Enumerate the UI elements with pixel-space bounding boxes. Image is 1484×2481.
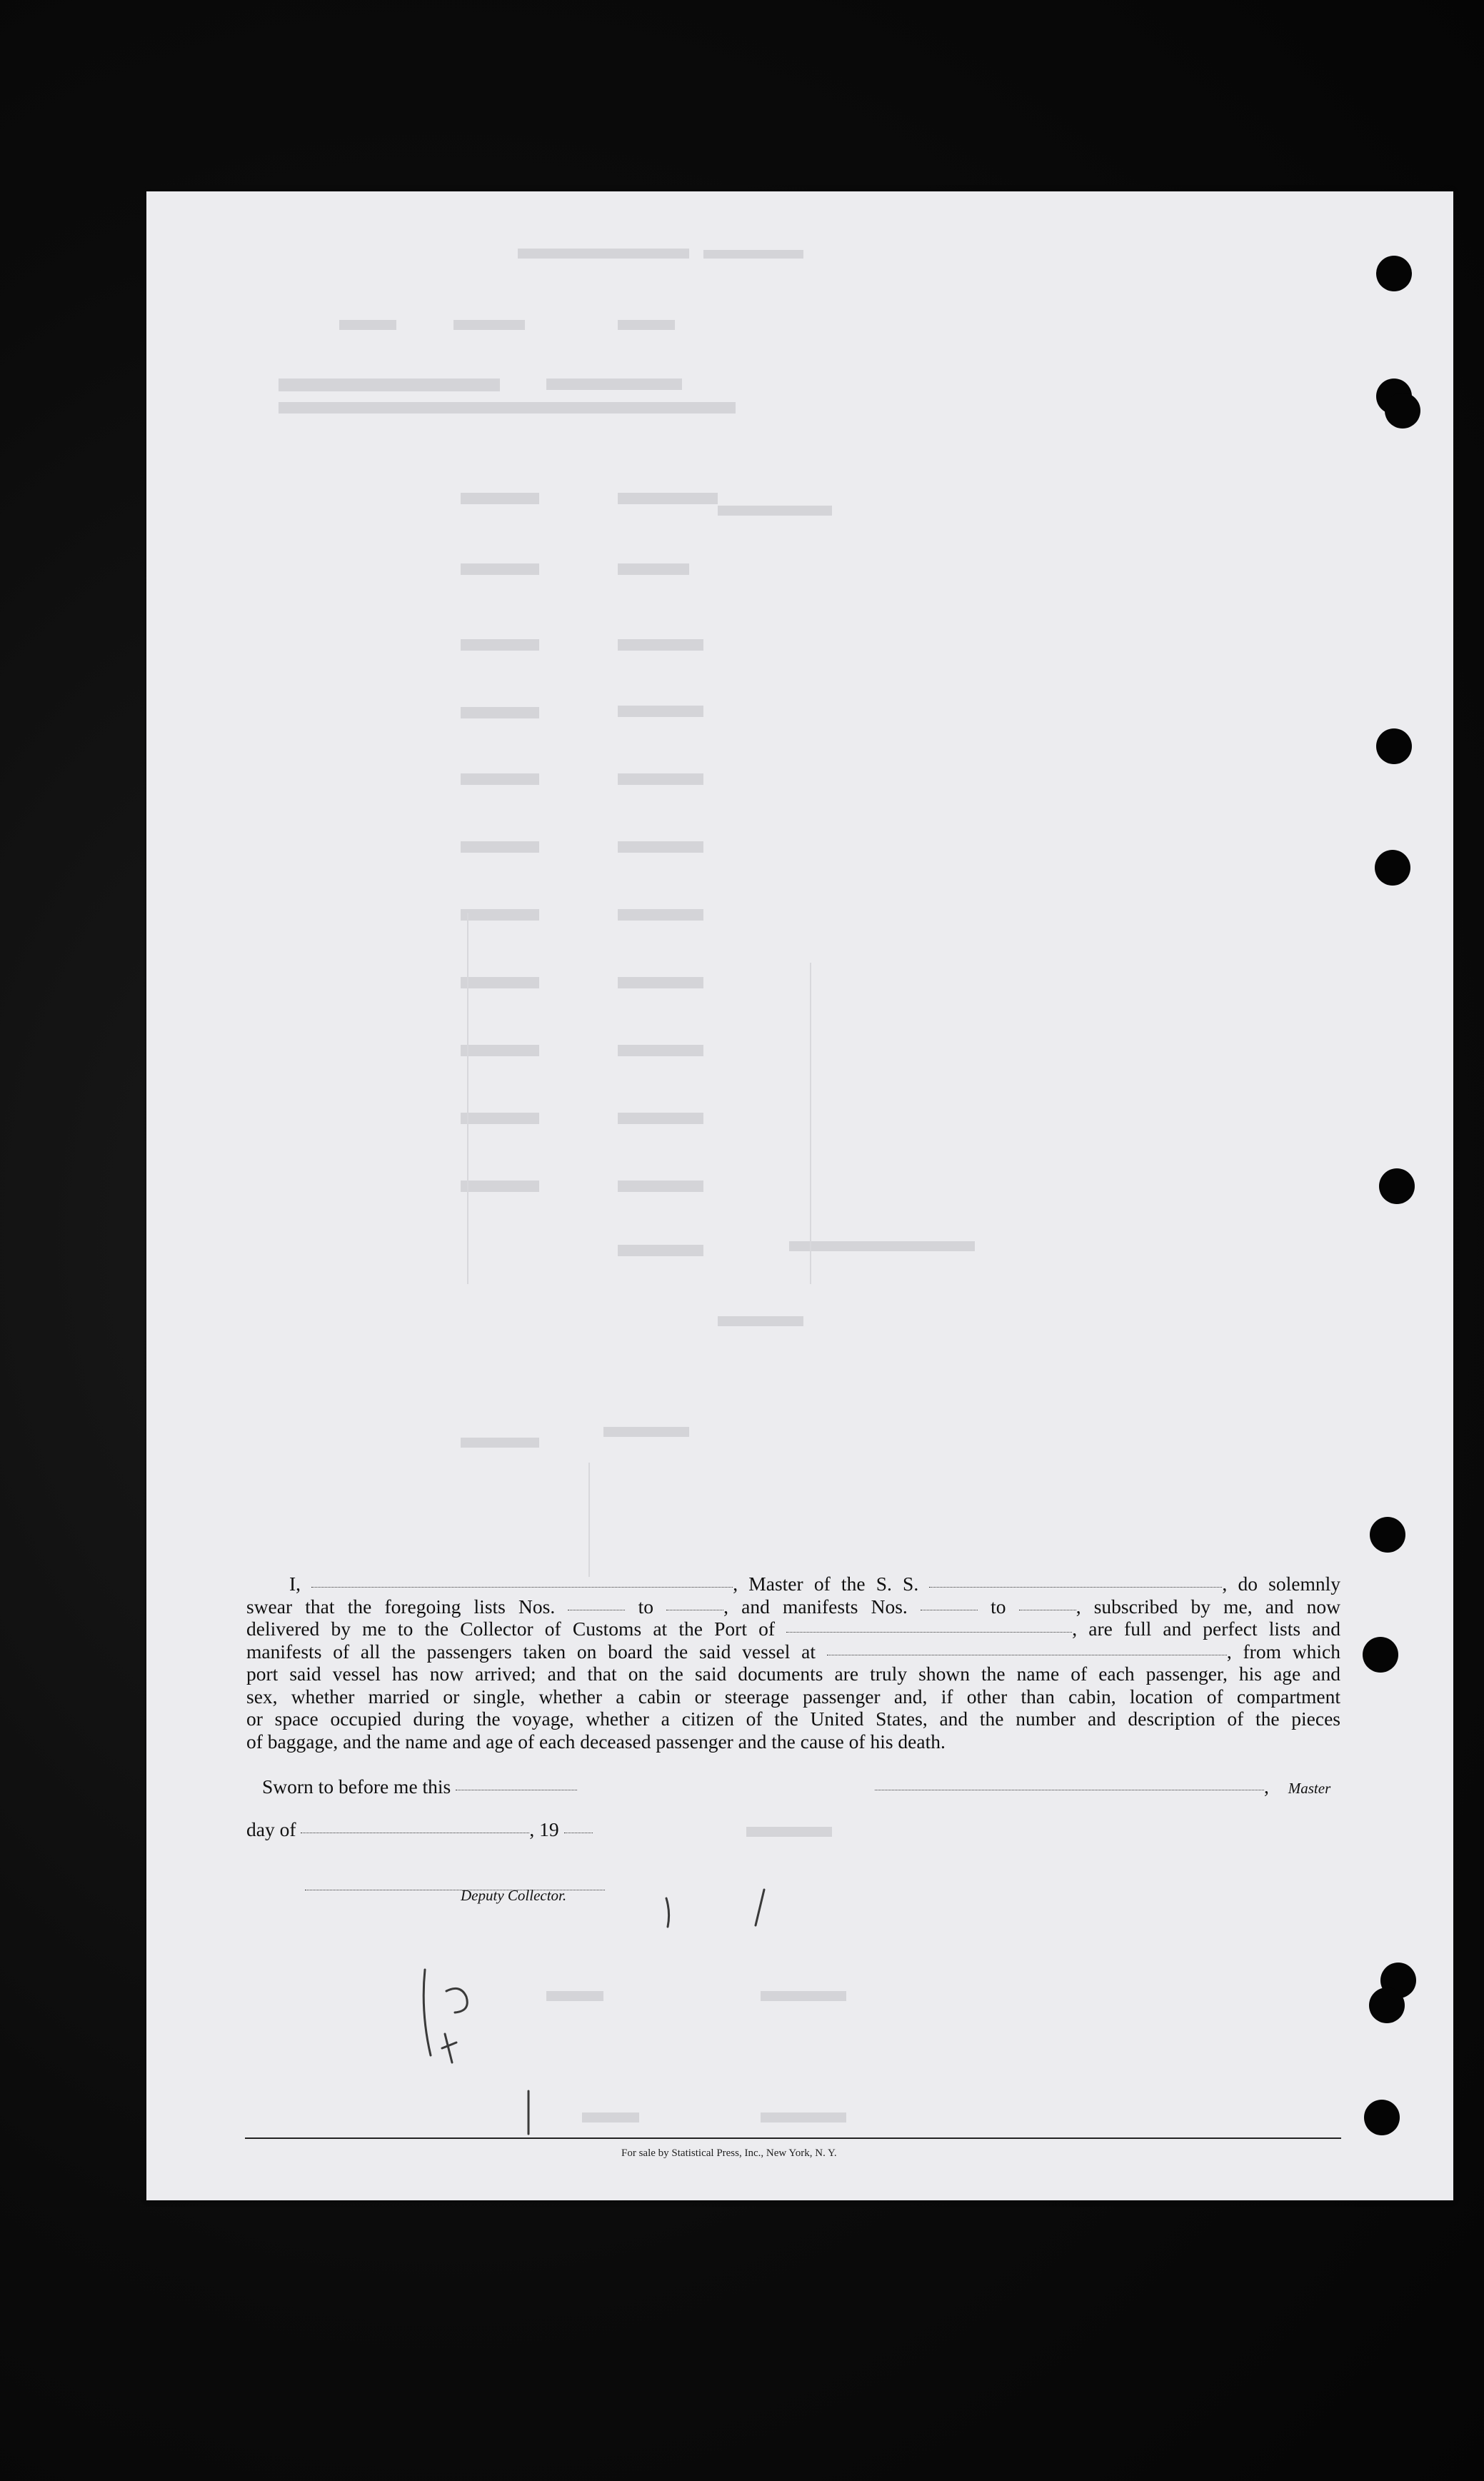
oath-l2-c: , and manifests Nos. [723,1595,908,1618]
oath-line-8: of baggage, and the name and age of each deceased passenger and the cause of his death. [246,1730,946,1753]
punch-hole [1375,850,1410,886]
deputy-collector-label: Deputy Collector. [461,1887,567,1904]
pen-marks [146,191,1453,2200]
punch-hole [1376,728,1412,764]
oath-l1-c: , do solemnly [1222,1573,1340,1595]
oath-line-5: port said vessel has now arrived; and that on the said documents are truly shown the name of each passenger, his age and [246,1663,1340,1685]
sworn-label: Sworn to before me this [262,1775,451,1798]
oath-l3-a: delivered by me to the Collector of Customs at the Port of [246,1618,776,1640]
oath-line-7: or space occupied during the voyage, whether a citizen of the United States, and the number and description of the pieces [246,1708,1340,1730]
oath-l2-a: swear that the foregoing lists Nos. [246,1595,556,1618]
oath-l2-e: , subscribed by me, and now [1076,1595,1341,1618]
punch-hole [1369,1988,1405,2023]
oath-l2-b: to [638,1595,653,1618]
oath-l2-d: to [991,1595,1006,1618]
punch-hole [1364,2100,1400,2135]
printer-imprint: For sale by Statistical Press, Inc., New York, N. Y. [621,2147,837,2159]
punch-hole [1376,256,1412,291]
master-suffix: , [1264,1775,1269,1798]
punch-hole [1363,1637,1398,1673]
master-label: Master [1288,1780,1331,1797]
oath-l1-a: I, [289,1573,301,1595]
oath-l4-b: , from which [1226,1640,1340,1663]
punch-hole [1370,1517,1405,1553]
oath-l3-b: , are full and perfect lists and [1072,1618,1340,1640]
punch-hole [1385,393,1420,428]
punch-hole [1379,1168,1415,1204]
oath-l4-a: manifests of all the passengers taken on board the said vessel at [246,1640,816,1663]
day-of-label: day of [246,1818,296,1840]
oath-line-6: sex, whether married or single, whether a cabin or steerage passenger and, if other than cabin, location of compartment [246,1685,1340,1708]
oath-l1-b: , Master of the S. S. [733,1573,919,1595]
manifest-back-page [146,191,1453,2200]
year-prefix: , 19 [529,1818,559,1840]
